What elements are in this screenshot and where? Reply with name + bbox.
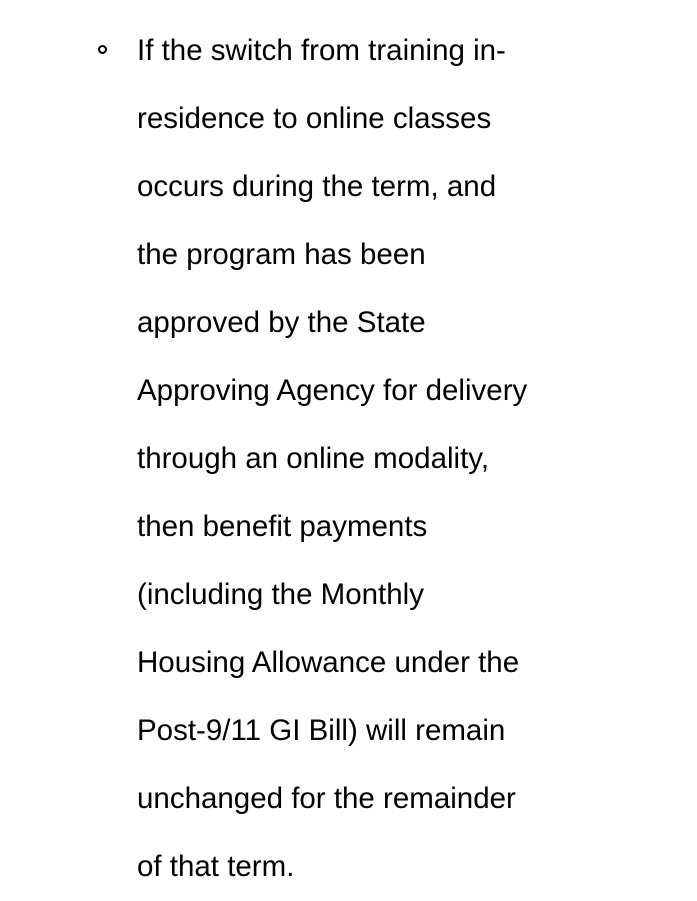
text-line-1: If the switch from training in- bbox=[137, 34, 506, 67]
hollow-circle-bullet-icon bbox=[98, 45, 107, 54]
text-line-9: (including the Monthly bbox=[137, 578, 424, 611]
text-line-8: then benefit payments bbox=[137, 510, 428, 543]
text-line-10: Housing Allowance under the bbox=[137, 646, 520, 679]
text-line-6: Approving Agency for delivery bbox=[137, 374, 528, 407]
text-line-13: of that term. bbox=[137, 850, 295, 883]
text-line-11: Post-9/11 GI Bill) will remain bbox=[137, 714, 506, 747]
text-line-5: approved by the State bbox=[137, 306, 426, 339]
text-line-7: through an online modality, bbox=[137, 442, 490, 475]
bullet-paragraph bbox=[137, 17, 607, 901]
text-line-2: residence to online classes bbox=[137, 102, 492, 135]
text-line-4: the program has been bbox=[137, 238, 426, 271]
text-line-12: unchanged for the remainder bbox=[137, 782, 516, 815]
text-line-3: occurs during the term, and bbox=[137, 170, 497, 203]
